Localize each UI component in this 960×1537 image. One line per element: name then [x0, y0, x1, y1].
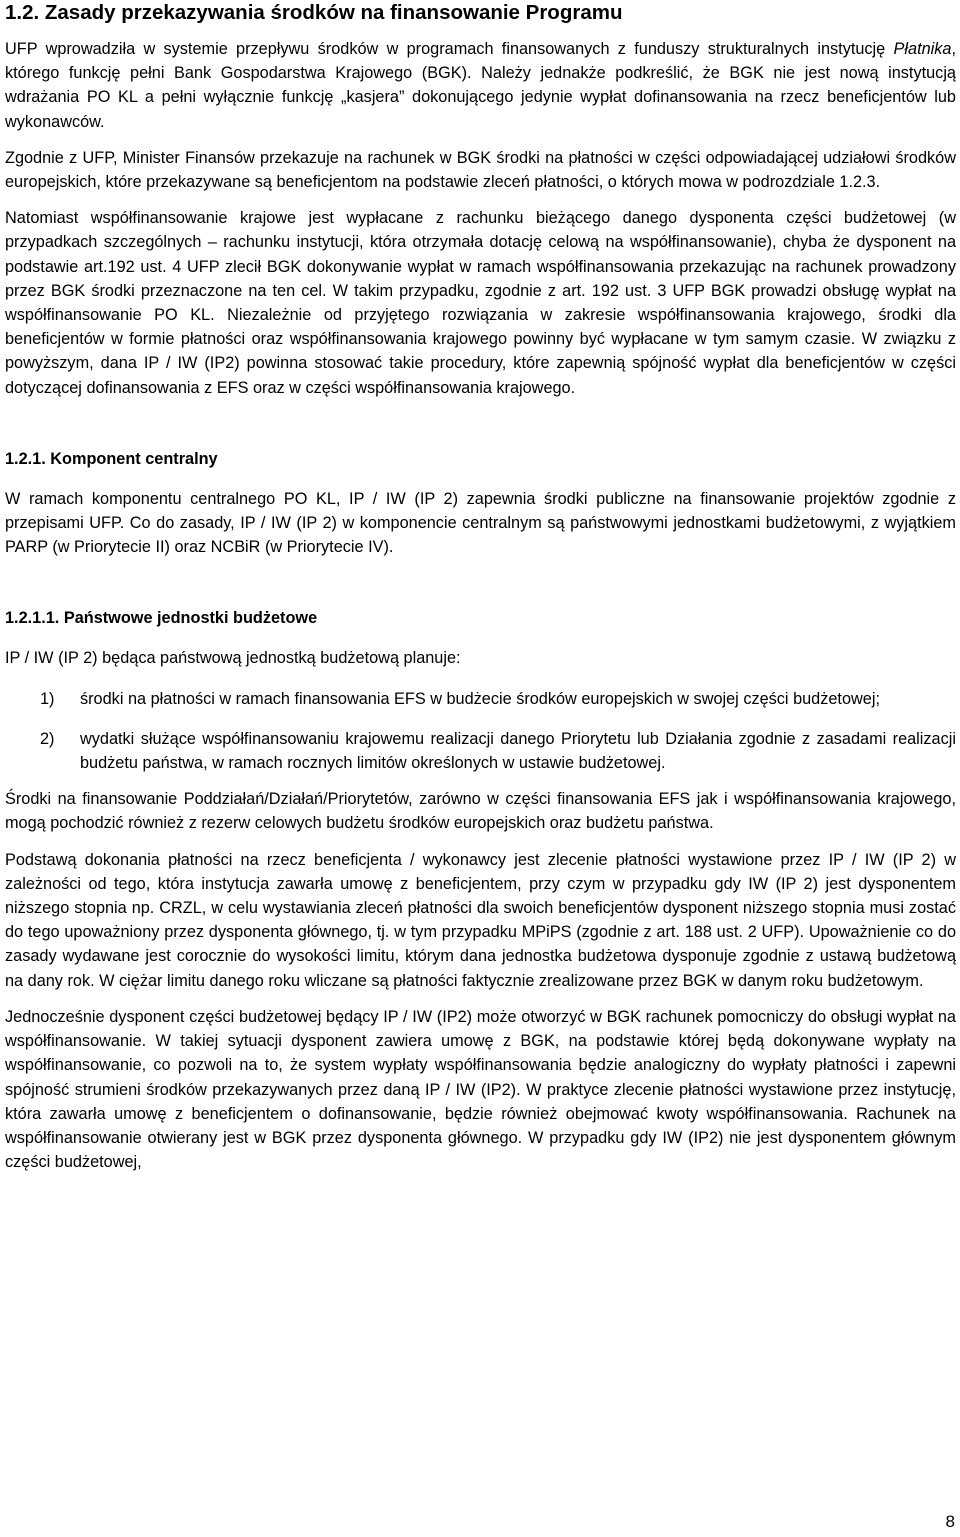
paragraph-komponent-centralny: W ramach komponentu centralnego PO KL, IP / IW (IP 2) zapewnia środki publiczne na finansowanie projektów zgodnie z przepisami UFP. Co do zasady, IP / IW (IP 2) w komponencie centralnym są państwowymi jednostkami budżetowymi, z wyjątkiem PARP (w Priorytecie II) oraz NCBiR (w Priorytecie IV). [5, 489, 956, 557]
numbered-list [5, 687, 956, 776]
section-heading: 1.2. Zasady przekazywania środków na finansowanie Programu [5, 1, 623, 24]
paragraph-wspolfinansowanie: Natomiast współfinansowanie krajowe jest wypłacane z rachunku bieżącego danego dysponenta części budżetowej (w przypadkach szczególnych – rachunku instytucji, która otrzymała dotację celową na współfinansowanie), chyba że dysponent na podstawie art.192 ust. 4 UFP zlecił BGK dokonywanie wypłat w ramach współfinansowania przekazując na rachunek prowadzony przez BGK środki przeznaczone na ten cel. W takim przypadku, zgodnie z art. 192 ust. 3 UFP BGK prowadzi obsługę wypłat na współfinansowanie PO KL. Niezależnie od przyjętego rozwiązania w zakresie współfinansowania krajowego, środki dla beneficjentów w formie płatności oraz współfinansowania krajowego powinny być wypłacane w tym samym czasie. W związku z powyższym, dana IP / IW (IP2) powinna stosować takie procedury, które zapewnią spójność wypłat dla beneficjentów w części dotyczącej dofinansowania z EFS oraz w części współfinansowania krajowego. [5, 209, 956, 397]
paragraph-platnik [5, 37, 956, 134]
page-number: 8 [945, 1512, 955, 1531]
list-item-number: 1) [40, 689, 55, 708]
paragraph-platnik-after: , którego funkcję pełni Bank Gospodarstwa Krajowego (BGK). Należy jednakże podkreślić, że BGK nie jest nową instytucją wdrażania PO KL a pełni wyłącznie funkcję „kasjera” dokonującego jedynie wypłat dofinansowania na rzecz beneficjentów lub wykonawców. [5, 40, 956, 131]
subsection-heading-jednostki-budzetowe: 1.2.1.1. Państwowe jednostki budżetowe [5, 609, 318, 628]
paragraph-intro-planuje: IP / IW (IP 2) będąca państwową jednostką budżetową planuje: [5, 649, 461, 668]
list-item [5, 687, 956, 711]
list-item-text: środki na płatności w ramach finansowania EFS w budżecie środków europejskich w swojej części budżetowej; [80, 689, 880, 708]
paragraph-rachunek-pomocniczy: Jednocześnie dysponent części budżetowej będący IP / IW (IP2) może otworzyć w BGK rachunek pomocniczy do obsługi wypłat na współfinansowanie. W takiej sytuacji dysponent zawiera umowę z BGK, na podstawie której będą dokonywane wypłaty na współfinansowanie, co pozwoli na to, że system wypłaty współfinansowania będzie analogiczny do wypłaty płatności i zapewni spójność strumieni środków przekazywanych przez daną IP / IW (IP2). W praktyce zlecenie płatności wystawione przez instytucję, która zawarła umowę z beneficjentem o dofinansowanie, będzie również obejmować kwoty współfinansowania. Rachunek na współfinansowanie otwierany jest w BGK przez dysponenta głównego. W przypadku gdy IW (IP2) nie jest dysponentem głównym części budżetowej, [5, 1007, 956, 1172]
list-item-text: wydatki służące współfinansowaniu krajowemu realizacji danego Priorytetu lub Działania zgodnie z zasadami realizacji budżetu państwa, w ramach rocznych limitów określonych w ustawie budżetowej. [80, 729, 956, 773]
paragraph-minister-finansow: Zgodnie z UFP, Minister Finansów przekazuje na rachunek w BGK środki na płatności w części odpowiadającej udziałowi środków europejskich, które przekazywane są beneficjentom na podstawie zleceń płatności, o których mowa w podrozdziale 1.2.3. [5, 148, 956, 192]
list-item-number: 2) [40, 729, 55, 748]
list-item [5, 727, 956, 775]
document-page [5, 0, 956, 1174]
platnik-term: Płatnika [893, 40, 952, 58]
subsection-heading-komponent-centralny: 1.2.1. Komponent centralny [5, 449, 218, 468]
paragraph-podstawa-platnosci: Podstawą dokonania płatności na rzecz beneficjenta / wykonawcy jest zlecenie płatności wystawione przez IP / IW (IP 2) w zależności od tego, która instytucja zawarła umowę z beneficjentem, przy czym w przypadku gdy IW (IP 2) jest dysponentem niższego stopnia np. CRZL, w celu wystawiania zleceń płatności dla swoich beneficjentów dysponent niższego stopnia musi zostać do tego upoważniony przez dysponenta głównego, tj. w tym przypadku MPiPS (zgodnie z art. 188 ust. 2 UFP). Upoważnienie co do zasady wydawane jest corocznie do wysokości limitu, którym dana jednostka budżetowa dysponuje zgodnie z ustawą budżetową na dany rok. W ciężar limitu danego roku wliczane są płatności faktycznie zrealizowane przez BGK w danym roku budżetowym. [5, 850, 956, 990]
paragraph-srodki-rezerwy: Środki na finansowanie Poddziałań/Działań/Priorytetów, zarówno w części finansowania EFS jak i współfinansowania krajowego, mogą pochodzić również z rezerw celowych budżetu środków europejskich oraz budżetu państwa. [5, 790, 956, 833]
paragraph-platnik-before: UFP wprowadziła w systemie przepływu środków w programach finansowanych z funduszy strukturalnych instytucję [5, 40, 894, 58]
